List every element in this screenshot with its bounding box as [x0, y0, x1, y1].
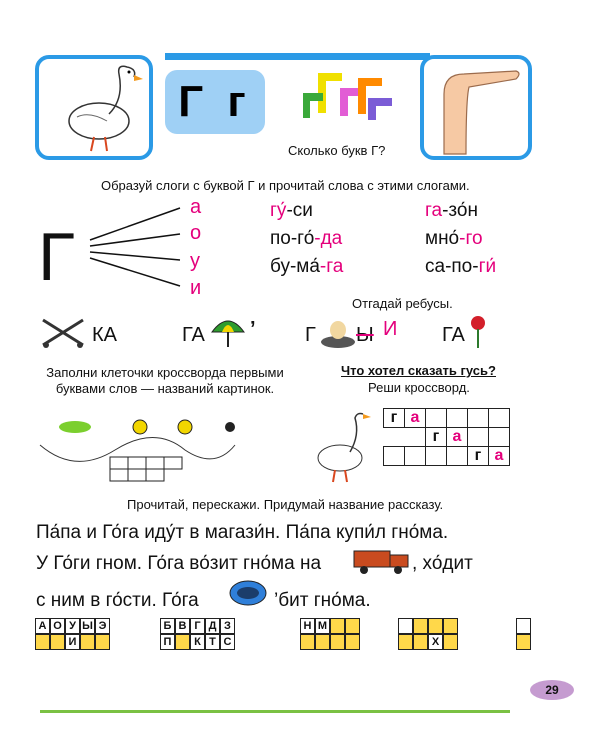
bottom-divider — [40, 710, 510, 713]
cw-cell[interactable]: а — [447, 428, 468, 447]
cw-cell[interactable] — [447, 447, 468, 466]
story-line-2b: , хо́дит — [412, 553, 473, 574]
house-cell: С — [220, 634, 235, 650]
word-mnogo: мно́-го — [425, 228, 483, 249]
letter-house-3 — [300, 618, 360, 650]
caterpillar-bees-ant-picture — [35, 405, 250, 490]
cw-cell[interactable] — [489, 409, 510, 428]
cw-cell[interactable]: г — [426, 428, 447, 447]
rake-tool-icon — [38, 315, 88, 350]
house-cell: Н — [300, 618, 315, 634]
house-cell — [50, 634, 65, 650]
house-cell: Д — [205, 618, 220, 634]
cw-cell[interactable]: г — [468, 447, 489, 466]
crossword-right-instruction: Реши кроссворд. — [368, 380, 470, 395]
house-cell: Т — [205, 634, 220, 650]
house-cell: К — [190, 634, 205, 650]
house-cell: Ы — [80, 618, 95, 634]
top-divider — [165, 53, 430, 60]
cw-cell[interactable] — [384, 447, 405, 466]
goose-icon — [39, 59, 149, 156]
cw-cell[interactable] — [468, 428, 489, 447]
rebus-3-pre: Г — [305, 324, 316, 346]
story-line-3a: с ним в го́сти. Го́га — [36, 590, 199, 611]
house-cell — [80, 634, 95, 650]
house-cell: Х — [428, 634, 443, 650]
letter-house-1 — [35, 618, 110, 650]
hand-sign-icon — [424, 59, 528, 156]
house-cell — [398, 618, 413, 634]
house-cell: М — [315, 618, 330, 634]
rebus-1-text: КА — [92, 324, 117, 346]
word-bumaga: бу-ма́-га — [270, 256, 344, 277]
crossword-left-instruction: Заполни клеточки кроссворда первыми буквами слов — названий картинок. — [46, 365, 284, 396]
goose-small-icon — [305, 410, 375, 485]
story-line-2a: У Го́ги гном. Го́га во́зит гно́ма на — [36, 553, 322, 574]
consonant-letter: Г — [38, 219, 75, 295]
house-cell: П — [160, 634, 175, 650]
letter-card — [165, 70, 265, 134]
cw-cell[interactable] — [426, 447, 447, 466]
house-cell — [398, 634, 413, 650]
nest-icon — [228, 578, 268, 608]
house-cell — [300, 634, 315, 650]
cw-cell[interactable]: а — [489, 447, 510, 466]
house-cell — [413, 634, 428, 650]
hand-picture-frame — [420, 55, 532, 160]
cw-cell[interactable] — [426, 409, 447, 428]
house-cell — [516, 618, 531, 634]
word-sapogi: са-по-ги́ — [425, 256, 497, 277]
house-cell — [315, 634, 330, 650]
house-cell: О — [50, 618, 65, 634]
rebus-3-crossed: Ы — [356, 324, 374, 346]
house-cell — [95, 634, 110, 650]
syllable-lines — [85, 200, 185, 300]
house-cell: Б — [160, 618, 175, 634]
crossword-question: Что хотел сказать гусь? — [341, 363, 496, 378]
syllables-instruction: Образуй слоги с буквой Г и прочитай слова с этими слогами. — [101, 178, 470, 193]
rebus-2-pre: ГА — [182, 324, 205, 346]
story-line-3b: ’бит гно́ма. — [274, 590, 371, 611]
house-cell — [345, 634, 360, 650]
house-cell: У — [65, 618, 80, 634]
truck-icon — [352, 543, 412, 575]
house-cell: А — [35, 618, 50, 634]
house-cell: В — [175, 618, 190, 634]
house-cell: Э — [95, 618, 110, 634]
rose-flower-icon — [466, 314, 490, 350]
house-cell: З — [220, 618, 235, 634]
vowel-a: а — [190, 196, 202, 218]
word-gazon: га-зо́н — [425, 200, 478, 221]
rebus-4-pre: ГА — [442, 324, 465, 346]
cw-cell[interactable] — [405, 447, 426, 466]
house-cell — [516, 634, 531, 650]
cw-cell[interactable]: а — [405, 409, 426, 428]
page-number: 29 — [530, 680, 574, 700]
mushroom-icon — [318, 318, 358, 350]
house-cell: И — [65, 634, 80, 650]
house-cell — [443, 634, 458, 650]
letter-title: Г г — [178, 77, 252, 126]
house-cell — [443, 618, 458, 634]
story-instruction: Прочитай, перескажи. Придумай название рассказу. — [127, 497, 444, 512]
story-line-1: Па́па и Го́га иду́т в магази́н. Па́па купи́л гно́ма. — [36, 522, 449, 543]
cw-cell[interactable]: г — [384, 409, 405, 428]
letter-house-5 — [516, 618, 531, 650]
cw-cell[interactable] — [468, 409, 489, 428]
letter-house-4 — [398, 618, 458, 650]
word-pogoda: по-го́-да — [270, 228, 343, 249]
word-gusi: гу́-си — [270, 200, 313, 221]
crossword-grid — [383, 408, 510, 466]
house-cell — [413, 618, 428, 634]
vowel-o: о — [190, 222, 202, 244]
house-cell — [345, 618, 360, 634]
cw-cell[interactable] — [489, 428, 510, 447]
vowel-u: у — [190, 250, 200, 272]
house-cell — [428, 618, 443, 634]
rebus-title: Отгадай ребусы. — [352, 296, 453, 311]
house-cell — [330, 634, 345, 650]
goose-picture-frame — [35, 55, 153, 160]
house-cell — [175, 634, 190, 650]
count-question: Сколько букв Г? — [288, 143, 386, 158]
house-cell — [330, 618, 345, 634]
cw-cell[interactable] — [447, 409, 468, 428]
letter-g-blocks-icon — [298, 68, 398, 128]
rebus-2-post: ’ — [250, 318, 256, 340]
house-cell: Г — [190, 618, 205, 634]
letter-house-2 — [160, 618, 235, 650]
umbrella-icon — [208, 314, 248, 350]
rebus-3-post: И — [383, 318, 398, 340]
house-cell — [35, 634, 50, 650]
vowel-i: и — [190, 277, 202, 299]
